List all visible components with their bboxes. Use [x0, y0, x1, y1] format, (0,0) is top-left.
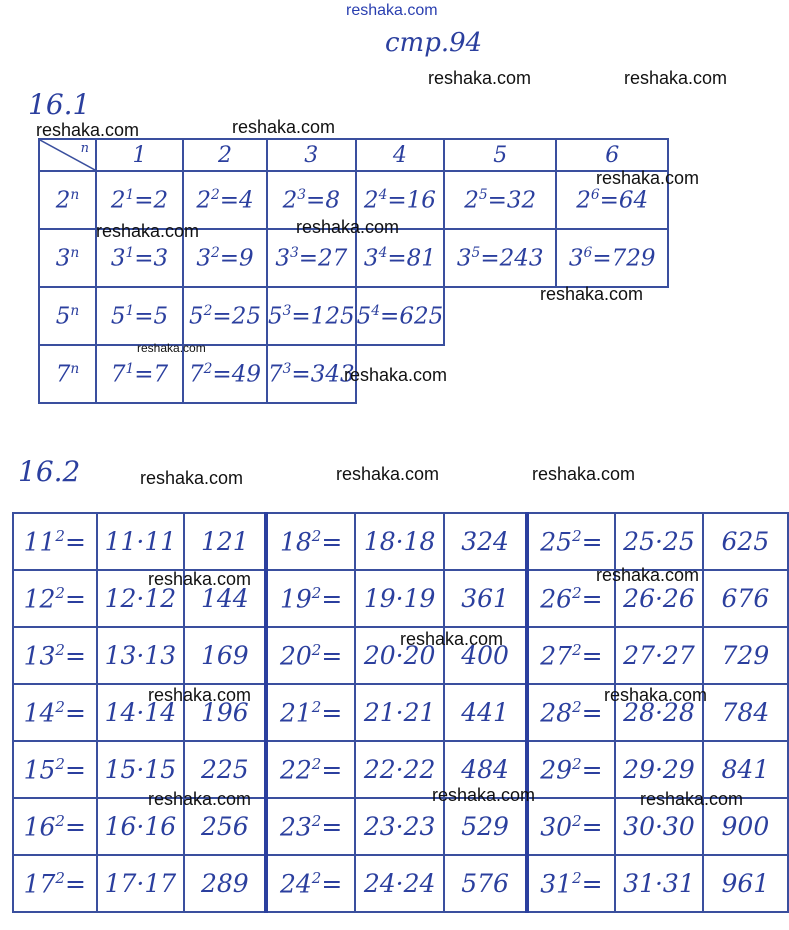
- value: 27: [318, 245, 348, 272]
- base: 26: [540, 584, 573, 614]
- product-cell: 25·25: [615, 513, 703, 570]
- value-cell: 441: [444, 684, 526, 741]
- watermark: reshaka.com: [232, 117, 336, 137]
- square-label-cell: $20^2=$: [266, 627, 354, 684]
- square-label-cell: $22^2=$: [266, 741, 354, 798]
- base: 5: [356, 303, 372, 330]
- watermark: reshaka.com: [36, 120, 140, 140]
- exponent: n: [70, 302, 80, 319]
- product-cell: 21·21: [355, 684, 445, 741]
- watermark: reshaka.com: [596, 168, 700, 188]
- value-cell: 841: [703, 741, 788, 798]
- watermark: reshaka.com: [532, 464, 636, 484]
- row-base-cell: [39, 287, 96, 345]
- exponent: 4: [378, 186, 388, 203]
- base: 30: [540, 812, 573, 842]
- value-cell: 324: [444, 513, 526, 570]
- power-cell: $2^4=16$: [356, 171, 445, 229]
- watermark: reshaka.com: [148, 685, 252, 705]
- watermark: reshaka.com: [624, 68, 728, 88]
- header-cell: 3: [267, 139, 356, 171]
- power-cell: $7^3=343$: [267, 345, 356, 403]
- value: 5: [153, 303, 169, 330]
- power-cell: $2^6=64$: [556, 171, 668, 229]
- value-cell: 900: [703, 798, 788, 855]
- corner-cell: [39, 139, 96, 171]
- square-label-cell: $19^2=$: [266, 570, 354, 627]
- base: 2: [55, 187, 71, 214]
- base: 5: [268, 303, 283, 330]
- square-label-cell: $28^2=$: [527, 684, 615, 741]
- value: 343: [310, 361, 355, 388]
- value: 16: [406, 187, 436, 214]
- exercise-16-2-label: 16.2: [18, 455, 81, 488]
- product-cell: 20·20: [355, 627, 445, 684]
- product-cell: 13·13: [97, 627, 185, 684]
- power-cell: $2^1=2$: [96, 171, 183, 229]
- exponent: 1: [125, 302, 135, 319]
- base: 16: [23, 812, 56, 842]
- exponent: 2: [311, 526, 322, 545]
- value: 4: [239, 187, 254, 214]
- base: 3: [275, 245, 290, 272]
- exponent: 3: [289, 244, 299, 261]
- base: 18: [279, 527, 312, 557]
- base: 5: [189, 303, 204, 330]
- power-cell: $3^6=729$: [556, 229, 668, 287]
- base: 2: [196, 187, 211, 214]
- value-cell: 625: [703, 513, 788, 570]
- square-label-cell: $14^2=$: [13, 684, 97, 741]
- value: 729: [611, 245, 656, 272]
- header-cell: 5: [444, 139, 556, 171]
- base: 15: [23, 755, 56, 785]
- square-label-cell: $21^2=$: [266, 684, 354, 741]
- page-number: стр.94: [385, 28, 483, 58]
- power-cell: $3^1=3$: [96, 229, 183, 287]
- power-cell: $5^2=25$: [183, 287, 267, 345]
- product-cell: 26·26: [615, 570, 703, 627]
- value: 81: [406, 245, 436, 272]
- exponent: 3: [297, 186, 307, 203]
- exponent: 1: [125, 186, 135, 203]
- exponent: 6: [590, 186, 600, 203]
- exponent: 2: [55, 583, 65, 602]
- watermark: reshaka.com: [140, 468, 244, 488]
- value-cell: 729: [703, 627, 788, 684]
- exponent: 5: [478, 186, 488, 203]
- base: 12: [23, 584, 56, 614]
- base: 20: [279, 641, 312, 671]
- product-cell: 31·31: [615, 855, 703, 912]
- exponent: 2: [572, 811, 582, 830]
- base: 7: [268, 361, 283, 388]
- exponent: 2: [55, 526, 65, 545]
- header-cell: 4: [356, 139, 445, 171]
- power-cell: $3^5=243$: [444, 229, 556, 287]
- value-cell: 289: [184, 855, 266, 912]
- product-cell: 15·15: [97, 741, 185, 798]
- product-cell: 19·19: [355, 570, 445, 627]
- value-cell: 196: [184, 684, 266, 741]
- square-label-cell: $17^2=$: [13, 855, 97, 912]
- square-label-cell: $27^2=$: [527, 627, 615, 684]
- empty-cell: [444, 345, 556, 403]
- exponent: 2: [210, 244, 220, 261]
- watermark: reshaka.com: [400, 629, 504, 649]
- square-label-cell: $31^2=$: [527, 855, 615, 912]
- value-cell: 484: [444, 741, 526, 798]
- base: 2: [110, 187, 126, 214]
- exponent: n: [70, 244, 80, 261]
- watermark: reshaka.com: [428, 68, 532, 88]
- base: 3: [363, 245, 379, 272]
- base: 22: [279, 755, 312, 785]
- exponent: 2: [572, 583, 582, 602]
- product-cell: 27·27: [615, 627, 703, 684]
- square-label-cell: $25^2=$: [527, 513, 615, 570]
- watermark: reshaka.com: [540, 284, 644, 304]
- base: 2: [464, 187, 479, 214]
- exponent: n: [70, 360, 80, 377]
- square-label-cell: $12^2=$: [13, 570, 97, 627]
- watermark: reshaka.com: [148, 569, 252, 589]
- product-cell: 17·17: [97, 855, 185, 912]
- value: 8: [325, 187, 340, 214]
- value: 625: [399, 303, 444, 330]
- base: 2: [363, 187, 379, 214]
- power-cell: $3^2=9$: [183, 229, 267, 287]
- row-base-cell: [39, 345, 96, 403]
- square-label-cell: $29^2=$: [527, 741, 615, 798]
- watermark: reshaka.com: [604, 685, 708, 705]
- power-cell: $3^4=81$: [356, 229, 445, 287]
- squares-row: [13, 855, 788, 912]
- value-cell: 144: [184, 570, 266, 627]
- value-cell: 400: [444, 627, 526, 684]
- value-cell: 961: [703, 855, 788, 912]
- watermark-top: reshaka.com: [346, 2, 438, 19]
- product-cell: 28·28: [615, 684, 703, 741]
- exponent: 4: [378, 244, 388, 261]
- base: 27: [540, 641, 573, 671]
- value: 125: [310, 303, 355, 330]
- value: 25: [231, 303, 261, 330]
- exponent: 2: [311, 640, 322, 659]
- power-cell: $2^3=8$: [267, 171, 356, 229]
- power-cell: $2^2=4$: [183, 171, 267, 229]
- base: 17: [23, 869, 56, 899]
- square-label-cell: $11^2=$: [13, 513, 97, 570]
- value-cell: 676: [703, 570, 788, 627]
- value-cell: 121: [184, 513, 266, 570]
- base: 3: [196, 245, 211, 272]
- square-label-cell: $24^2=$: [266, 855, 354, 912]
- product-cell: 12·12: [97, 570, 185, 627]
- exponent: 2: [572, 640, 582, 659]
- base: 2: [576, 187, 591, 214]
- exponent: 2: [311, 583, 322, 602]
- watermark: reshaka.com: [344, 365, 448, 385]
- value-cell: 576: [444, 855, 526, 912]
- exercise-16-1-label: 16.1: [28, 88, 91, 121]
- base: 2: [282, 187, 298, 214]
- value: 9: [239, 245, 254, 272]
- exponent: 2: [203, 360, 213, 377]
- base: 7: [110, 361, 126, 388]
- exponent: 1: [125, 360, 135, 377]
- power-cell: $5^1=5$: [96, 287, 183, 345]
- watermark: reshaka.com: [596, 565, 700, 585]
- product-cell: 24·24: [355, 855, 445, 912]
- power-cell: $2^5=32$: [444, 171, 556, 229]
- base: 7: [189, 361, 204, 388]
- base: 3: [110, 245, 126, 272]
- base: 13: [23, 641, 56, 671]
- base: 24: [279, 869, 312, 899]
- value: 2: [153, 187, 169, 214]
- row-base-cell: [39, 171, 96, 229]
- exponent: 2: [572, 697, 582, 716]
- value-cell: 529: [444, 798, 526, 855]
- watermark: reshaka.com: [96, 221, 200, 241]
- product-cell: 22·22: [355, 741, 445, 798]
- base: 3: [456, 245, 472, 272]
- product-cell: 23·23: [355, 798, 445, 855]
- exponent: 1: [125, 244, 135, 261]
- square-label-cell: $16^2=$: [13, 798, 97, 855]
- exponent: 3: [282, 360, 292, 377]
- exponent: 6: [583, 244, 593, 261]
- value: 32: [506, 187, 537, 214]
- product-cell: 29·29: [615, 741, 703, 798]
- value: 3: [153, 245, 169, 272]
- base: 21: [279, 698, 312, 728]
- base: 28: [540, 698, 573, 728]
- exponent: 2: [55, 697, 65, 716]
- value: 64: [618, 187, 649, 214]
- exponent: 2: [572, 754, 582, 773]
- empty-cell: [556, 345, 668, 403]
- value-cell: 225: [184, 741, 266, 798]
- product-cell: 14·14: [97, 684, 185, 741]
- exponent: 2: [572, 868, 582, 887]
- power-cell: $7^2=49$: [183, 345, 267, 403]
- square-label-cell: $30^2=$: [527, 798, 615, 855]
- exponent: 2: [311, 811, 322, 830]
- square-label-cell: $13^2=$: [13, 627, 97, 684]
- product-cell: 16·16: [97, 798, 185, 855]
- squares-row: [13, 513, 788, 570]
- square-label-cell: $26^2=$: [527, 570, 615, 627]
- exponent: 3: [282, 302, 292, 319]
- base: 5: [55, 303, 71, 330]
- value: 49: [231, 361, 261, 388]
- power-cell: $3^3=27$: [267, 229, 356, 287]
- product-cell: 30·30: [615, 798, 703, 855]
- value-cell: 169: [184, 627, 266, 684]
- value-cell: 361: [444, 570, 526, 627]
- value: 243: [499, 245, 544, 272]
- exponent: 2: [55, 868, 65, 887]
- exponent: 2: [311, 754, 322, 773]
- watermark: reshaka.com: [296, 217, 400, 237]
- exponent: 2: [311, 868, 322, 887]
- square-label-cell: $23^2=$: [266, 798, 354, 855]
- base: 3: [568, 245, 584, 272]
- square-label-cell: $15^2=$: [13, 741, 97, 798]
- exponent: 2: [55, 811, 65, 830]
- base: 23: [279, 812, 312, 842]
- watermark-small: reshaka.com: [137, 341, 206, 355]
- base: 7: [55, 361, 71, 388]
- base: 11: [23, 527, 56, 557]
- watermark: reshaka.com: [336, 464, 440, 484]
- exponent: 5: [471, 244, 481, 261]
- watermark: reshaka.com: [640, 789, 744, 809]
- exponent: 2: [203, 302, 213, 319]
- base: 3: [55, 245, 71, 272]
- product-cell: 18·18: [355, 513, 445, 570]
- header-cell: 1: [96, 139, 183, 171]
- base: 19: [279, 584, 312, 614]
- square-label-cell: $18^2=$: [266, 513, 354, 570]
- power-cell: $5^4=625$: [356, 287, 445, 345]
- exponent: 2: [55, 754, 65, 773]
- exponent: 2: [572, 526, 582, 545]
- base: 29: [540, 755, 573, 785]
- header-cell: 2: [183, 139, 267, 171]
- exponent: n: [70, 186, 80, 203]
- exponent: 4: [371, 302, 381, 319]
- power-cell: $5^3=125$: [267, 287, 356, 345]
- product-cell: 11·11: [97, 513, 185, 570]
- corner-n-label: n: [80, 141, 89, 156]
- exponent: 2: [311, 697, 322, 716]
- power-cell: $7^1=7$: [96, 345, 183, 403]
- value-cell: 784: [703, 684, 788, 741]
- exponent: 2: [210, 186, 220, 203]
- exponent: 2: [55, 640, 65, 659]
- base: 14: [23, 698, 56, 728]
- watermark: reshaka.com: [432, 785, 536, 805]
- value: 7: [153, 361, 169, 388]
- value-cell: 256: [184, 798, 266, 855]
- watermark: reshaka.com: [148, 789, 252, 809]
- base: 5: [110, 303, 126, 330]
- header-cell: 6: [556, 139, 668, 171]
- base: 31: [540, 869, 573, 899]
- base: 25: [540, 527, 573, 557]
- row-base-cell: [39, 229, 96, 287]
